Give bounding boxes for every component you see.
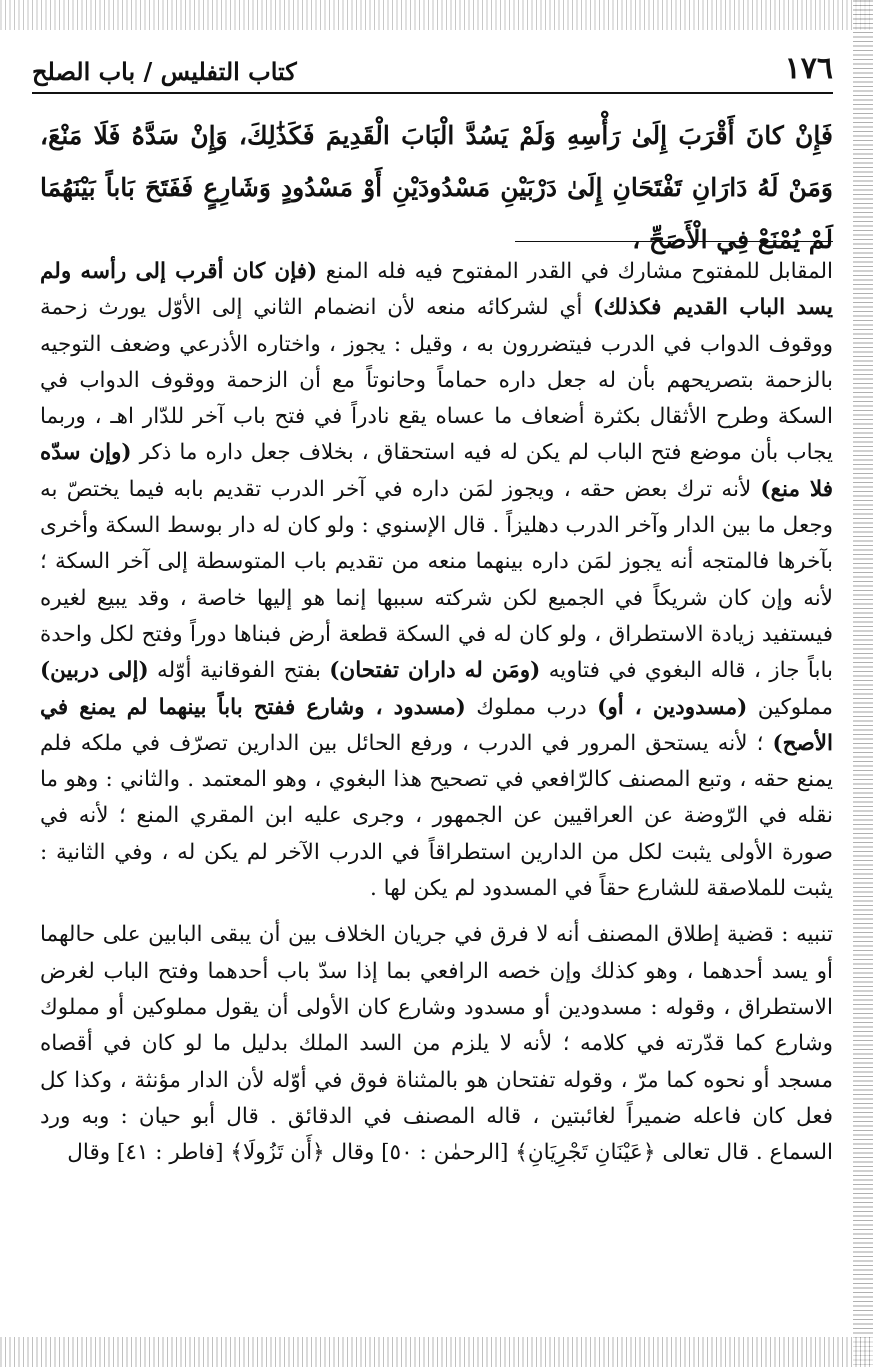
matn-quote: (ومَن له داران تفتحان) — [329, 658, 541, 684]
matn-quote: (إلى دربين) — [40, 658, 149, 684]
commentary-text: مملوكين — [747, 694, 833, 720]
page-number: ١٧٦ — [784, 51, 833, 86]
matn-quote: (مسدود ، وشارع ففتح باباً بينهما لم يمنع في الأصح) — [40, 694, 833, 756]
page-header — [32, 40, 833, 90]
footnote-separator — [515, 241, 833, 242]
commentary-text: أي لشركائه منعه لأن انضمام الثاني إلى الأوّل يورث زحمة ووقوف الدواب في الدرب فيتضررون به ، وقيل : يجوز ، واختاره الأذرعي وضعف التوجيه بالزحمة بتصريحهم بأن له جعل داره حماماً وحانوتاً مع أن الزحمة ووقوف الدواب في السكة وطرح الأثقال بكثرة أضعاف ما عساه يقع نادراً في فتح باب آخر للدّار اهـ ، وربما يجاب بأن موضع فتح الباب لم يكن له فيه استحقاق ، بخلاف جعل داره ما ذكر — [40, 295, 833, 466]
commentary-paragraph-2: تنبيه : قضية إطلاق المصنف أنه لا فرق في جريان الخلاف بين أن يبقى البابين على حالهما أو يسد أحدهما ، وهو كذلك وإن خصه الرافعي بما إذا سدّ باب أحدهما وفتح الباب لغرض الاستطراق ، وقوله : مسدودين أو مسدود وشارع كان الأولى أن يقول مملوكين أو مملوك وشارع كما قدّرته في كلامه ؛ لأنه لا يلزم من السد الملك بدليل ما لو كان في أقصاه مسجد أو نحوه كما مرّ ، وقوله تفتحان هو بالمثناة فوق في أوّله لأن الدار مؤنثة ، وكذا كل فعل كان فاعله ضميراً لغائبتين ، قاله المصنف في الدقائق . قال أبو حيان : وبه ورد السماع . قال تعالى ﴿عَيْنَانِ تَجْرِيَانِ﴾ [الرحمٰن : ٥٠] وقال ﴿أَن تَزُولَا﴾ [فاطر : ٤١] وقال — [40, 922, 834, 1166]
matn-quote: (مسدودين ، أو) — [597, 694, 748, 720]
commentary-text: درب مملوك — [465, 694, 598, 720]
commentary-body — [40, 254, 833, 1171]
matn-text: فَإِنْ كانَ أَقْرَبَ إِلَىٰ رَأْسِهِ وَلَمْ يَسُدَّ الْبَابَ الْقَدِيمَ فَكَذَٰلِكَ، وَإِنْ سَدَّهُ فَلَا مَنْعَ، وَمَنْ لَهُ دَارَانِ تَفْتَحَانِ إِلَىٰ دَرْبَيْنِ مَسْدُودَيْنِ أَوْ مَسْدُودٍ وَشَارِعٍ فَفَتَحَ بَاباً بَيْنَهُمَا لَمْ يُمْنَعْ فِي الْأَصَحِّ ، — [40, 121, 833, 254]
decorative-border-bottom — [0, 1337, 873, 1367]
decorative-border-right — [853, 0, 873, 1367]
header-rule — [32, 92, 833, 94]
matn-quote: (وإن سدّه فلا منع) — [40, 440, 833, 502]
matn-quote: (فإن كان أقرب إلى رأسه ولم يسد الباب القديم فكذلك) — [40, 259, 833, 321]
decorative-border-top — [0, 0, 873, 30]
commentary-text: لأنه ترك بعض حقه ، ويجوز لمَن داره في آخر الدرب تقديم بابه فيما يختصّ به وجعل ما بين الدار وآخر الدرب دهليزاً . قال الإسنوي : ولو كان له دار بوسط السكة وأخرى بآخرها فالمتجه أنه يجوز لمَن داره بينهما منعه من تقديم باب المتوسطة إلى آخر السكة ؛ لأنه وإن كان شريكاً في الجميع لكن شركته سببها إنما هو إليها خاصة ، وقد يبيع لغيره فيستفيد زيادة الاستطراق ، ولو كان له في السكة قطعة أرض فبناها دوراً وفتح لكل واحدة باباً جاز ، قاله البغوي في فتاويه — [40, 476, 833, 684]
commentary-text: المقابل للمفتوح مشارك في القدر المفتوح فيه فله المنع — [317, 259, 834, 284]
commentary-text: ؛ لأنه يستحق المرور في الدرب ، ورفع الحائل بين الدارين تصرّف في ملكه فلم يمنع حقه ، وتبع المصنف كالرّافعي في تصحيح هذا البغوي ، وهو المعتمد . والثاني : وهو ما نقله في الرّوضة عن العراقيين عن الجمهور ، وجرى عليه ابن المقري المنع ؛ لأنه في صورة الأولى يثبت لكل من الدارين استطراقاً في الدرب الآخر لم يكن له ، وفي الثانية : يثبت للملاصقة للشارع حقاً في المسدود لم يكن لها . — [40, 730, 833, 902]
commentary-text: بفتح الفوقانية أوّله — [148, 658, 330, 684]
commentary-paragraph-1 — [40, 254, 833, 907]
running-title: كتاب التفليس / باب الصلح — [32, 57, 297, 86]
